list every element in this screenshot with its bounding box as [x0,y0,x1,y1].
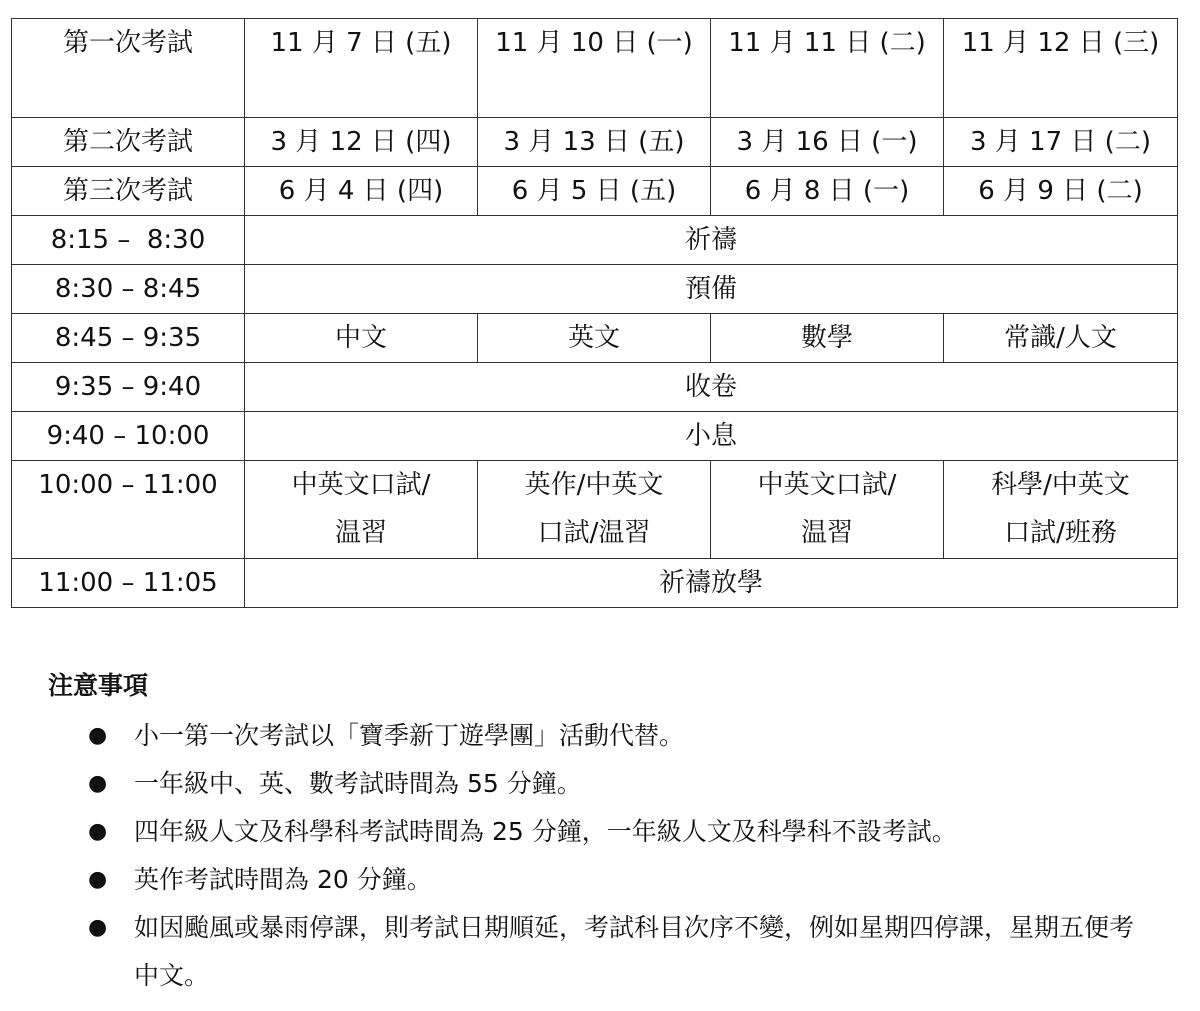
note-text: 四年級人文及科學科考試時間為 25 分鐘，一年級人文及科學科不設考試。 [134,817,957,846]
exam-date-cell: 3 月 17 日 (二) [944,118,1178,167]
subject-cell: 中文 [245,314,478,363]
time-slot-label: 8:15 – 8:30 [12,216,245,265]
list-item [48,904,1168,1000]
time-slot-label: 8:45 – 9:35 [12,314,245,363]
bullet-icon: ● [88,771,108,796]
bullet-icon: ● [88,867,108,892]
activity-cell [245,461,478,559]
activity-cell: 小息 [245,412,1178,461]
time-slot-label: 11:00 – 11:05 [12,559,245,608]
activity-line: 口試/温習 [537,518,651,548]
activity-cell: 祈禱 [245,216,1178,265]
bullet-icon: ● [88,819,108,844]
exam-date-cell: 6 月 8 日 (一) [711,167,944,216]
list-item [48,760,1168,808]
exam-date-cell: 6 月 5 日 (五) [478,167,711,216]
exam-date-cell: 3 月 13 日 (五) [478,118,711,167]
bullet-icon: ● [88,723,108,748]
activity-line: 英作/中英文 [524,470,664,500]
activity-line: 中英文口試/ [757,470,897,500]
note-text: 一年級中、英、數考試時間為 55 分鐘。 [134,769,582,798]
table-row-time-slot [12,363,1178,412]
activity-cell [711,461,944,559]
time-slot-label: 9:40 – 10:00 [12,412,245,461]
table-row-time-slot [12,265,1178,314]
activity-cell: 祈禱放學 [245,559,1178,608]
table-row-time-slot [12,461,1178,559]
note-text: 如因颱風或暴雨停課，則考試日期順延，考試科目次序不變，例如星期四停課，星期五便考中文。 [134,913,1135,990]
time-slot-label: 9:35 – 9:40 [12,363,245,412]
exam-date-cell: 6 月 4 日 (四) [245,167,478,216]
table-row-time-slot [12,216,1178,265]
list-item [48,712,1168,760]
activity-cell: 預備 [245,265,1178,314]
activity-line: 中英文口試/ [291,470,431,500]
activity-line: 温習 [334,518,387,548]
list-item [48,808,1168,856]
activity-line: 口試/班務 [1004,518,1117,548]
table-row-first-exam [12,19,1178,118]
exam-date-cell: 3 月 12 日 (四) [245,118,478,167]
exam-date-cell: 11 月 12 日 (三) [944,19,1178,118]
activity-cell [478,461,711,559]
subject-cell: 數學 [711,314,944,363]
time-slot-label: 10:00 – 11:00 [12,461,245,559]
table-row-time-slot [12,559,1178,608]
activity-cell: 收卷 [245,363,1178,412]
exam-date-cell: 3 月 16 日 (一) [711,118,944,167]
list-item [48,856,1168,904]
notes-section [48,664,1168,1000]
table-row-time-slot [12,314,1178,363]
activity-cell [944,461,1178,559]
time-slot-label: 8:30 – 8:45 [12,265,245,314]
row-label: 第二次考試 [12,118,245,167]
table-row-third-exam [12,167,1178,216]
row-label: 第三次考試 [12,167,245,216]
note-text: 英作考試時間為 20 分鐘。 [134,865,432,894]
table-row-second-exam [12,118,1178,167]
exam-date-cell: 11 月 11 日 (二) [711,19,944,118]
notes-title: 注意事項 [48,671,149,700]
exam-date-cell: 6 月 9 日 (二) [944,167,1178,216]
activity-line: 温習 [800,518,853,548]
notes-list [48,712,1168,1000]
subject-cell: 英文 [478,314,711,363]
row-label: 第一次考試 [12,19,245,118]
subject-cell: 常識/人文 [944,314,1178,363]
exam-date-cell: 11 月 7 日 (五) [245,19,478,118]
table-row-time-slot [12,412,1178,461]
activity-line: 科學/中英文 [991,470,1130,500]
exam-date-cell: 11 月 10 日 (一) [478,19,711,118]
note-text: 小一第一次考試以「寶季新丁遊學團」活動代替。 [134,721,685,750]
exam-schedule-table [11,18,1178,608]
bullet-icon: ● [88,915,108,940]
